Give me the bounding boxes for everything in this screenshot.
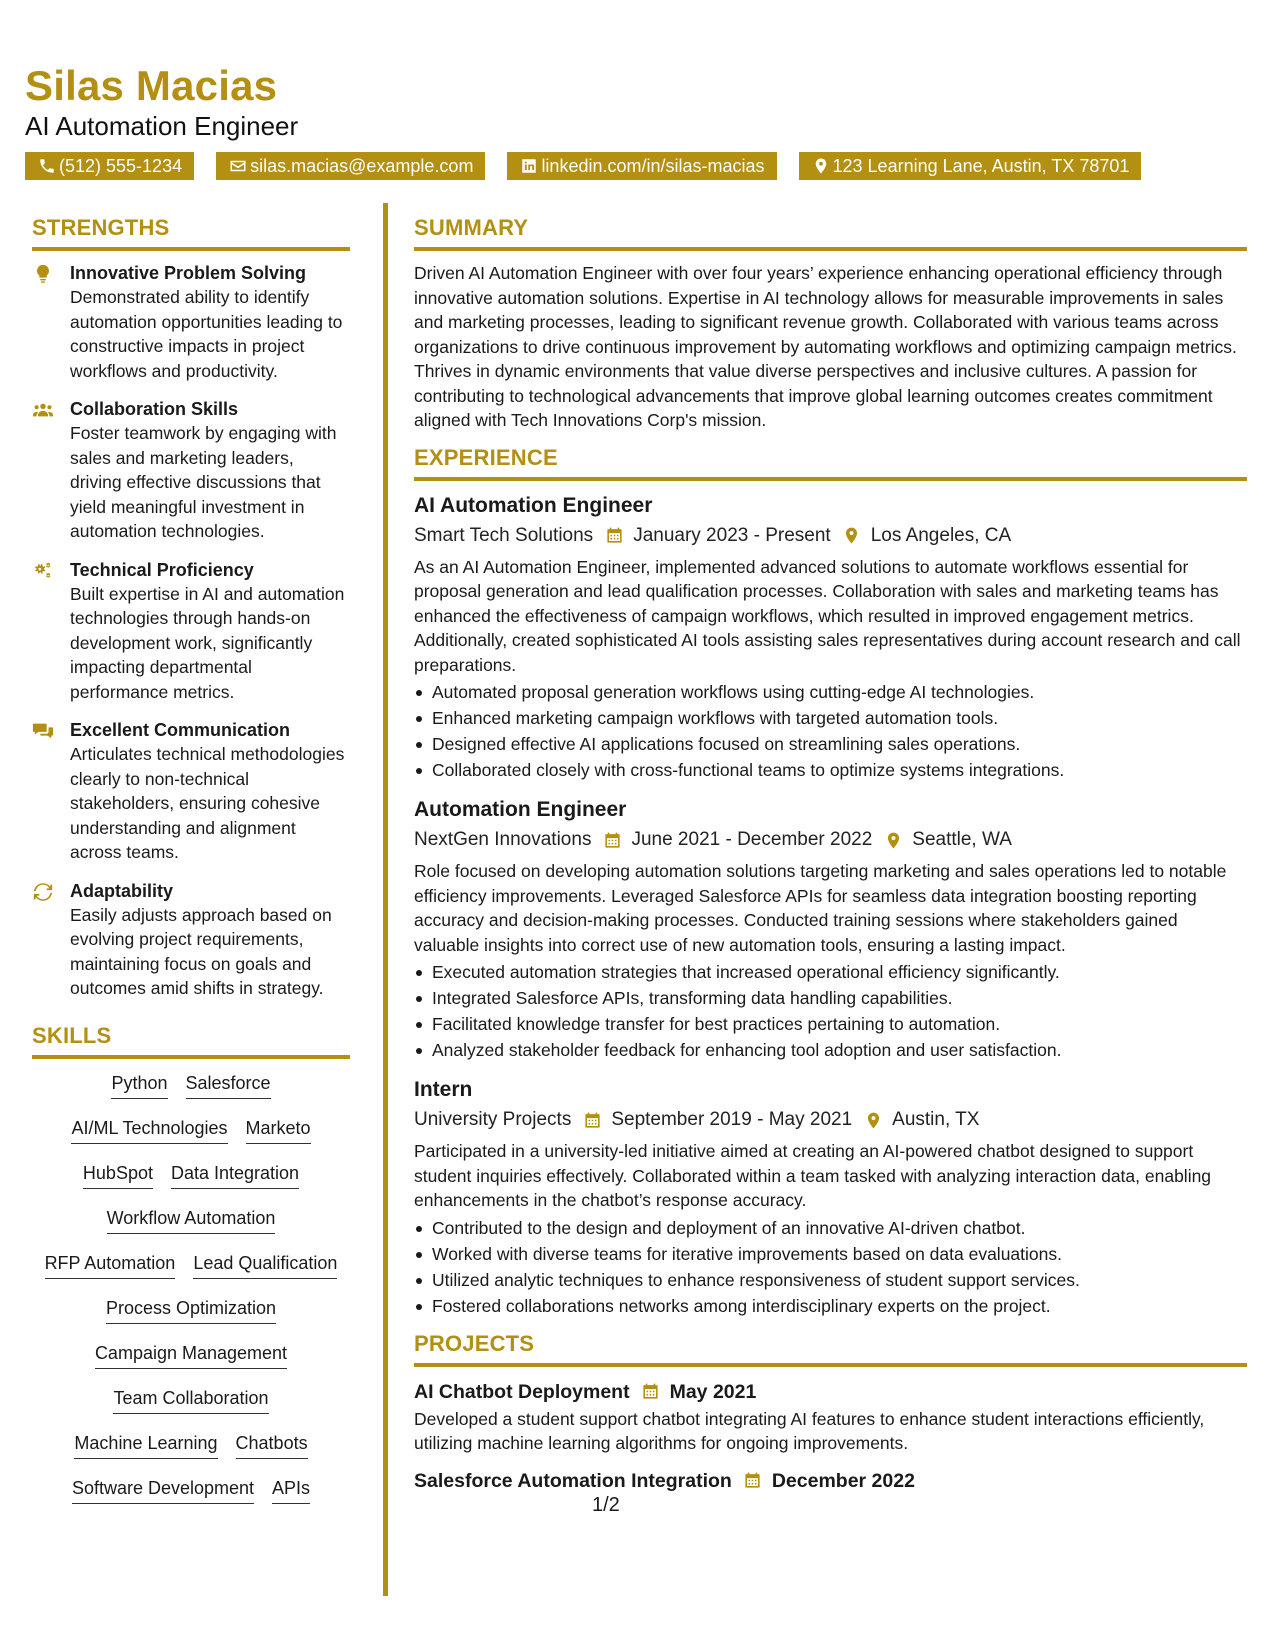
contact-phone[interactable] [25,152,194,180]
skill-row [32,1114,350,1159]
strength-title: Excellent Communication [70,720,291,740]
job-meta [414,1105,1247,1135]
skill-row [32,1339,350,1384]
list-item: Analyzed stakeholder feedback for enhancing tool adoption and user satisfaction. [414,1037,1247,1063]
strength-item [32,261,350,383]
right-column [414,215,1247,1506]
skill-tag: Software Development [72,1478,254,1504]
strength-title: Innovative Problem Solving [70,263,307,283]
skill-tag: Python [111,1073,167,1099]
job-meta [414,521,1247,551]
calendar-icon [603,525,625,547]
project-description: Developed a student support chatbot integrating AI features to enhance student interactions efficiently, utilizing machine learning algorithms for ongoing improvements. [414,1408,1205,1453]
job-location: Austin, TX [892,1109,980,1130]
gears-icon [32,558,70,705]
job-description: Role focused on developing automation solutions targeting marketing and sales operations led to notable efficiency improvements. Leveraged Salesforce APIs for seamless data integration boosting reporting accuracy and decision-making processes. Conducted training sessions where stakeholders gained valuable insights into correct use of new automation tools, ensuring a lasting impact. [414,861,1227,955]
strength-item [32,397,350,544]
project-date: December 2022 [771,1469,915,1492]
list-item: Automated proposal generation workflows using cutting-edge AI technologies. [414,679,1247,705]
skill-tag: Campaign Management [95,1343,287,1369]
strengths-heading: STRENGTHS [32,215,350,251]
job-dates: January 2023 - Present [633,524,831,546]
calendar-icon [601,829,623,851]
skill-tag: Workflow Automation [107,1208,276,1234]
skill-row [32,1249,350,1294]
project-title: Salesforce Automation Integration [414,1469,732,1492]
experience-heading: EXPERIENCE [414,445,1247,481]
job-entry [414,795,1247,1063]
skill-row [32,1474,350,1519]
job-dates: June 2021 - December 2022 [631,829,873,850]
strength-desc: Built expertise in AI and automation technologies through hands-on development work, significantly impacting departmental performance metrics. [70,583,345,702]
skills-list [32,1069,350,1519]
strength-desc: Easily adjusts approach based on evolving project requirements, maintaining focus on goals and outcomes amid shifts in strategy. [70,904,332,998]
list-item: Contributed to the design and deployment of an innovative AI-driven chatbot. [414,1215,1247,1241]
strength-item [32,718,350,865]
contact-address[interactable] [799,152,1142,180]
skill-row [32,1159,350,1204]
location-pin-icon [841,525,863,547]
contact-email-text: silas.macias@example.com [250,156,474,176]
skill-row [32,1294,350,1339]
location-pin-icon [811,156,831,176]
list-item: Integrated Salesforce APIs, transforming data handling capabilities. [414,985,1247,1011]
project-entry [414,1377,1247,1456]
strength-item [32,558,350,705]
job-bullets [414,679,1247,783]
skill-tag: Team Collaboration [113,1388,268,1414]
list-item: Facilitated knowledge transfer for best practices pertaining to automation. [414,1011,1247,1037]
linkedin-icon [519,156,539,176]
job-company: Smart Tech Solutions [414,524,594,546]
skill-row [32,1384,350,1429]
contact-linkedin[interactable] [507,152,776,180]
page-number: 1/2 [592,1494,620,1516]
job-title: AI Automation Engineer [414,493,653,517]
contact-address-text: 123 Learning Lane, Austin, TX 78701 [832,156,1130,176]
skill-tag: Process Optimization [106,1298,276,1324]
project-header [414,1377,1247,1407]
list-item: Collaborated closely with cross-functional teams to optimize systems integrations. [414,757,1247,783]
skill-row [32,1069,350,1114]
strength-item [32,879,350,1001]
skill-tag: APIs [272,1478,310,1504]
skill-tag: RFP Automation [45,1253,176,1279]
job-dates: September 2019 - May 2021 [611,1109,853,1130]
list-item: Designed effective AI applications focused on streamlining sales operations. [414,731,1247,757]
strength-title: Adaptability [70,880,174,901]
job-title-headline: AI Automation Engineer [25,111,299,141]
list-item: Executed automation strategies that increased operational efficiency significantly. [414,959,1247,985]
job-description: Participated in a university-led initiative aimed at creating an AI-powered chatbot designed to support student inquiries effectively. Collaborated within a team tasked with analyzing interaction data, enabling enhancements in the chatbot’s response accuracy. [414,1141,1212,1210]
strength-desc: Articulates technical methodologies clearly to non-technical stakeholders, ensuring cohesive understanding and alignment across teams. [70,744,345,862]
summary-heading: SUMMARY [414,215,1247,251]
skill-row [32,1429,350,1474]
skill-tag: Machine Learning [74,1433,217,1459]
skill-tag: Lead Qualification [193,1253,337,1279]
job-title: Automation Engineer [414,798,627,821]
job-meta [414,825,1247,855]
sync-icon [32,879,70,1001]
skill-tag: Salesforce [186,1073,271,1099]
project-entry [414,1466,1247,1496]
contact-email[interactable] [216,152,485,180]
strength-desc: Foster teamwork by engaging with sales and marketing leaders, driving effective discussions that yield meaningful investment in automation technologies. [70,423,337,541]
phone-icon [37,156,57,176]
projects-heading: PROJECTS [414,1331,1247,1367]
job-bullets [414,959,1247,1063]
contact-linkedin-text: linkedin.com/in/silas-macias [541,156,765,176]
location-pin-icon [882,829,904,851]
comments-icon [32,718,70,865]
contact-bar [25,152,1163,180]
project-date: May 2021 [669,1380,757,1403]
strength-title: Collaboration Skills [70,399,239,419]
strength-title: Technical Proficiency [70,559,254,580]
summary-text: Driven AI Automation Engineer with over four years’ experience enhancing operational efficiency through innovative automation solutions. Expertise in AI technology allows for measurable improvements in sales and marketing processes, leading to significant revenue growth. Collaborated with various teams across organizations to drive continuous improvement by automating workflows and optimizing campaign metrics. Thrives in dynamic environments that value diverse perspectives and inclusive cultures. A passion for contributing to technological advancements that improve global learning outcomes creates commitment aligned with Tech Innovations Corp's mission. [414,263,1237,430]
job-description: As an AI Automation Engineer, implemented advanced solutions to automate workflows essential for proposal generation and lead qualification processes. Collaboration with sales and marketing teams has enhanced the effectiveness of campaign workflows, which resulted in improved engagement metrics. Additionally, created sophisticated AI tools assisting sales representatives during account research and call preparations. [414,556,1241,675]
list-item: Utilized analytic techniques to enhance responsiveness of student support services. [414,1267,1247,1293]
skill-tag: AI/ML Technologies [71,1118,227,1144]
job-entry [414,1075,1247,1319]
list-item: Worked with diverse teams for iterative improvements based on data evaluations. [414,1241,1247,1267]
job-bullets [414,1215,1247,1319]
calendar-icon [640,1381,662,1403]
project-title: AI Chatbot Deployment [414,1380,630,1403]
location-pin-icon [862,1109,884,1131]
calendar-icon [742,1470,764,1492]
calendar-icon [581,1109,603,1131]
lightbulb-icon [32,261,70,383]
project-header [414,1466,1247,1496]
job-location: Seattle, WA [912,829,1012,850]
skill-tag: Data Integration [171,1163,299,1189]
list-item: Enhanced marketing campaign workflows with targeted automation tools. [414,705,1247,731]
job-company: NextGen Innovations [414,829,592,850]
skill-row [32,1204,350,1249]
skill-tag: Marketo [246,1118,311,1144]
column-divider [383,203,388,1596]
job-title: Intern [414,1078,473,1101]
contact-phone-text: (512) 555-1234 [59,156,183,176]
skills-heading: SKILLS [32,1023,350,1059]
list-item: Fostered collaborations networks among interdisciplinary experts on the project. [414,1293,1247,1319]
left-column [32,215,350,1519]
job-entry [414,491,1247,784]
job-location: Los Angeles, CA [870,524,1012,546]
strength-desc: Demonstrated ability to identify automation opportunities leading to constructive impacts in project workflows and productivity. [70,287,343,381]
skill-tag: HubSpot [83,1163,153,1189]
users-icon [32,397,70,544]
job-company: University Projects [414,1109,572,1130]
envelope-icon [228,156,248,176]
candidate-name: Silas Macias [25,62,278,109]
skill-tag: Chatbots [236,1433,308,1459]
